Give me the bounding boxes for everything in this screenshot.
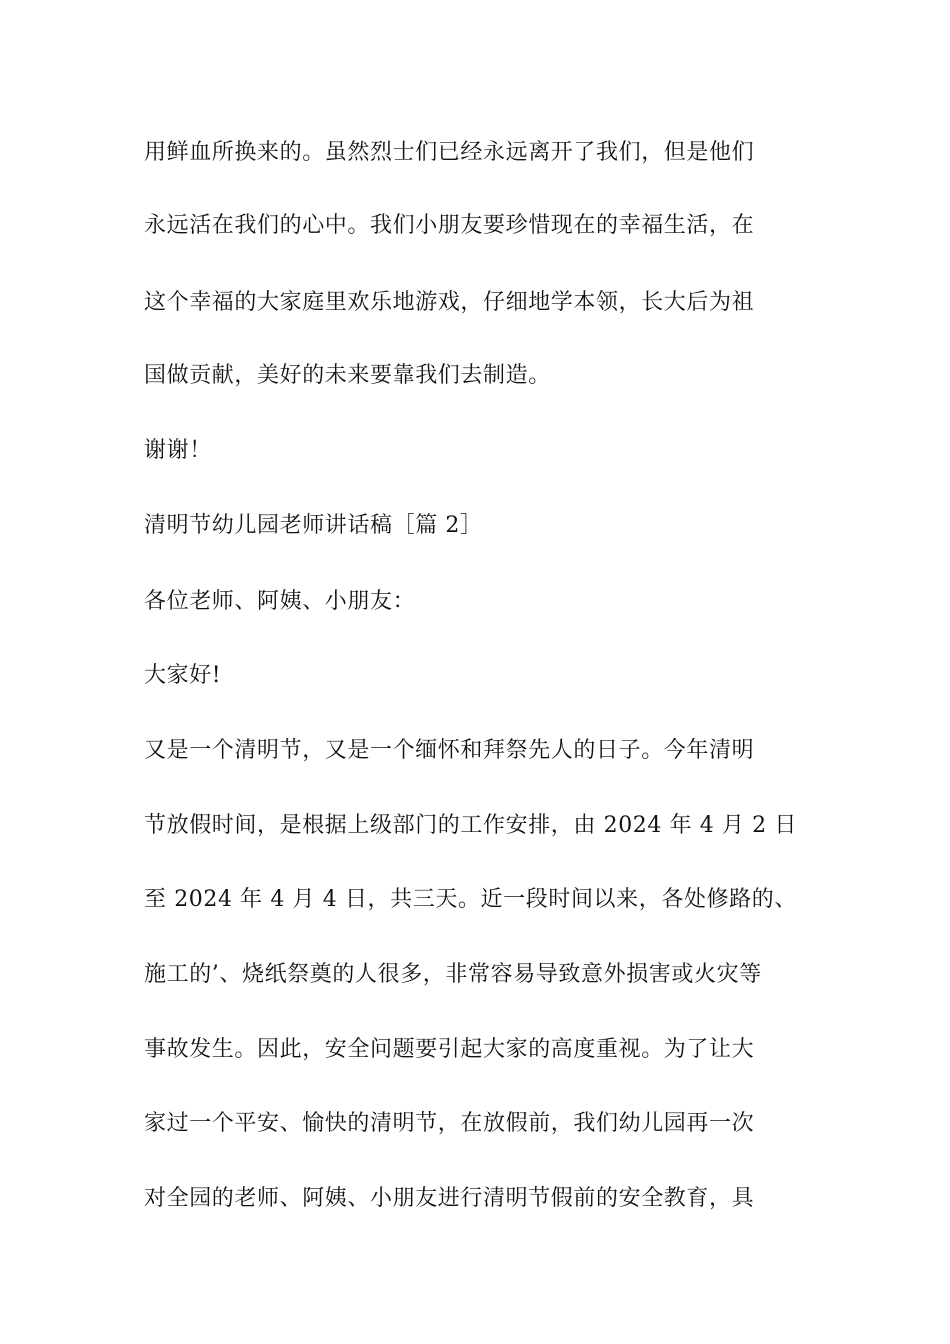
paragraph-line: 节放假时间，是根据上级部门的工作安排，由 2024 年 4 月 2 日 (144, 813, 797, 838)
greeting-line: 大家好! (144, 663, 222, 688)
paragraph-line: 这个幸福的大家庭里欢乐地游戏，仔细地学本领，长大后为祖 (144, 290, 755, 315)
paragraph-line: 永远活在我们的心中。我们小朋友要珍惜现在的幸福生活，在 (144, 213, 755, 238)
paragraph-line: 至 2024 年 4 月 4 日，共三天。近一段时间以来，各处修路的、 (144, 887, 797, 912)
paragraph-line: 家过一个平安、愉快的清明节，在放假前，我们幼儿园再一次 (144, 1111, 755, 1136)
paragraph-line: 施工的’、烧纸祭奠的人很多，非常容易导致意外损害或火灾等 (144, 962, 762, 987)
paragraph-line: 国做贡献，美好的未来要靠我们去制造。 (144, 363, 551, 388)
paragraph-line: 用鲜血所换来的。虽然烈士们已经永远离开了我们，但是他们 (144, 140, 755, 165)
paragraph-line: 对全园的老师、阿姨、小朋友进行清明节假前的安全教育，具 (144, 1186, 755, 1211)
paragraph-line: 事故发生。因此，安全问题要引起大家的高度重视。为了让大 (144, 1037, 755, 1062)
closing-line: 谢谢！ (144, 438, 212, 463)
salutation-line: 各位老师、阿姨、小朋友： (144, 589, 416, 614)
paragraph-line: 又是一个清明节，又是一个缅怀和拜祭先人的日子。今年清明 (144, 738, 755, 763)
section-title: 清明节幼儿园老师讲话稿［篇 2］ (144, 513, 483, 538)
